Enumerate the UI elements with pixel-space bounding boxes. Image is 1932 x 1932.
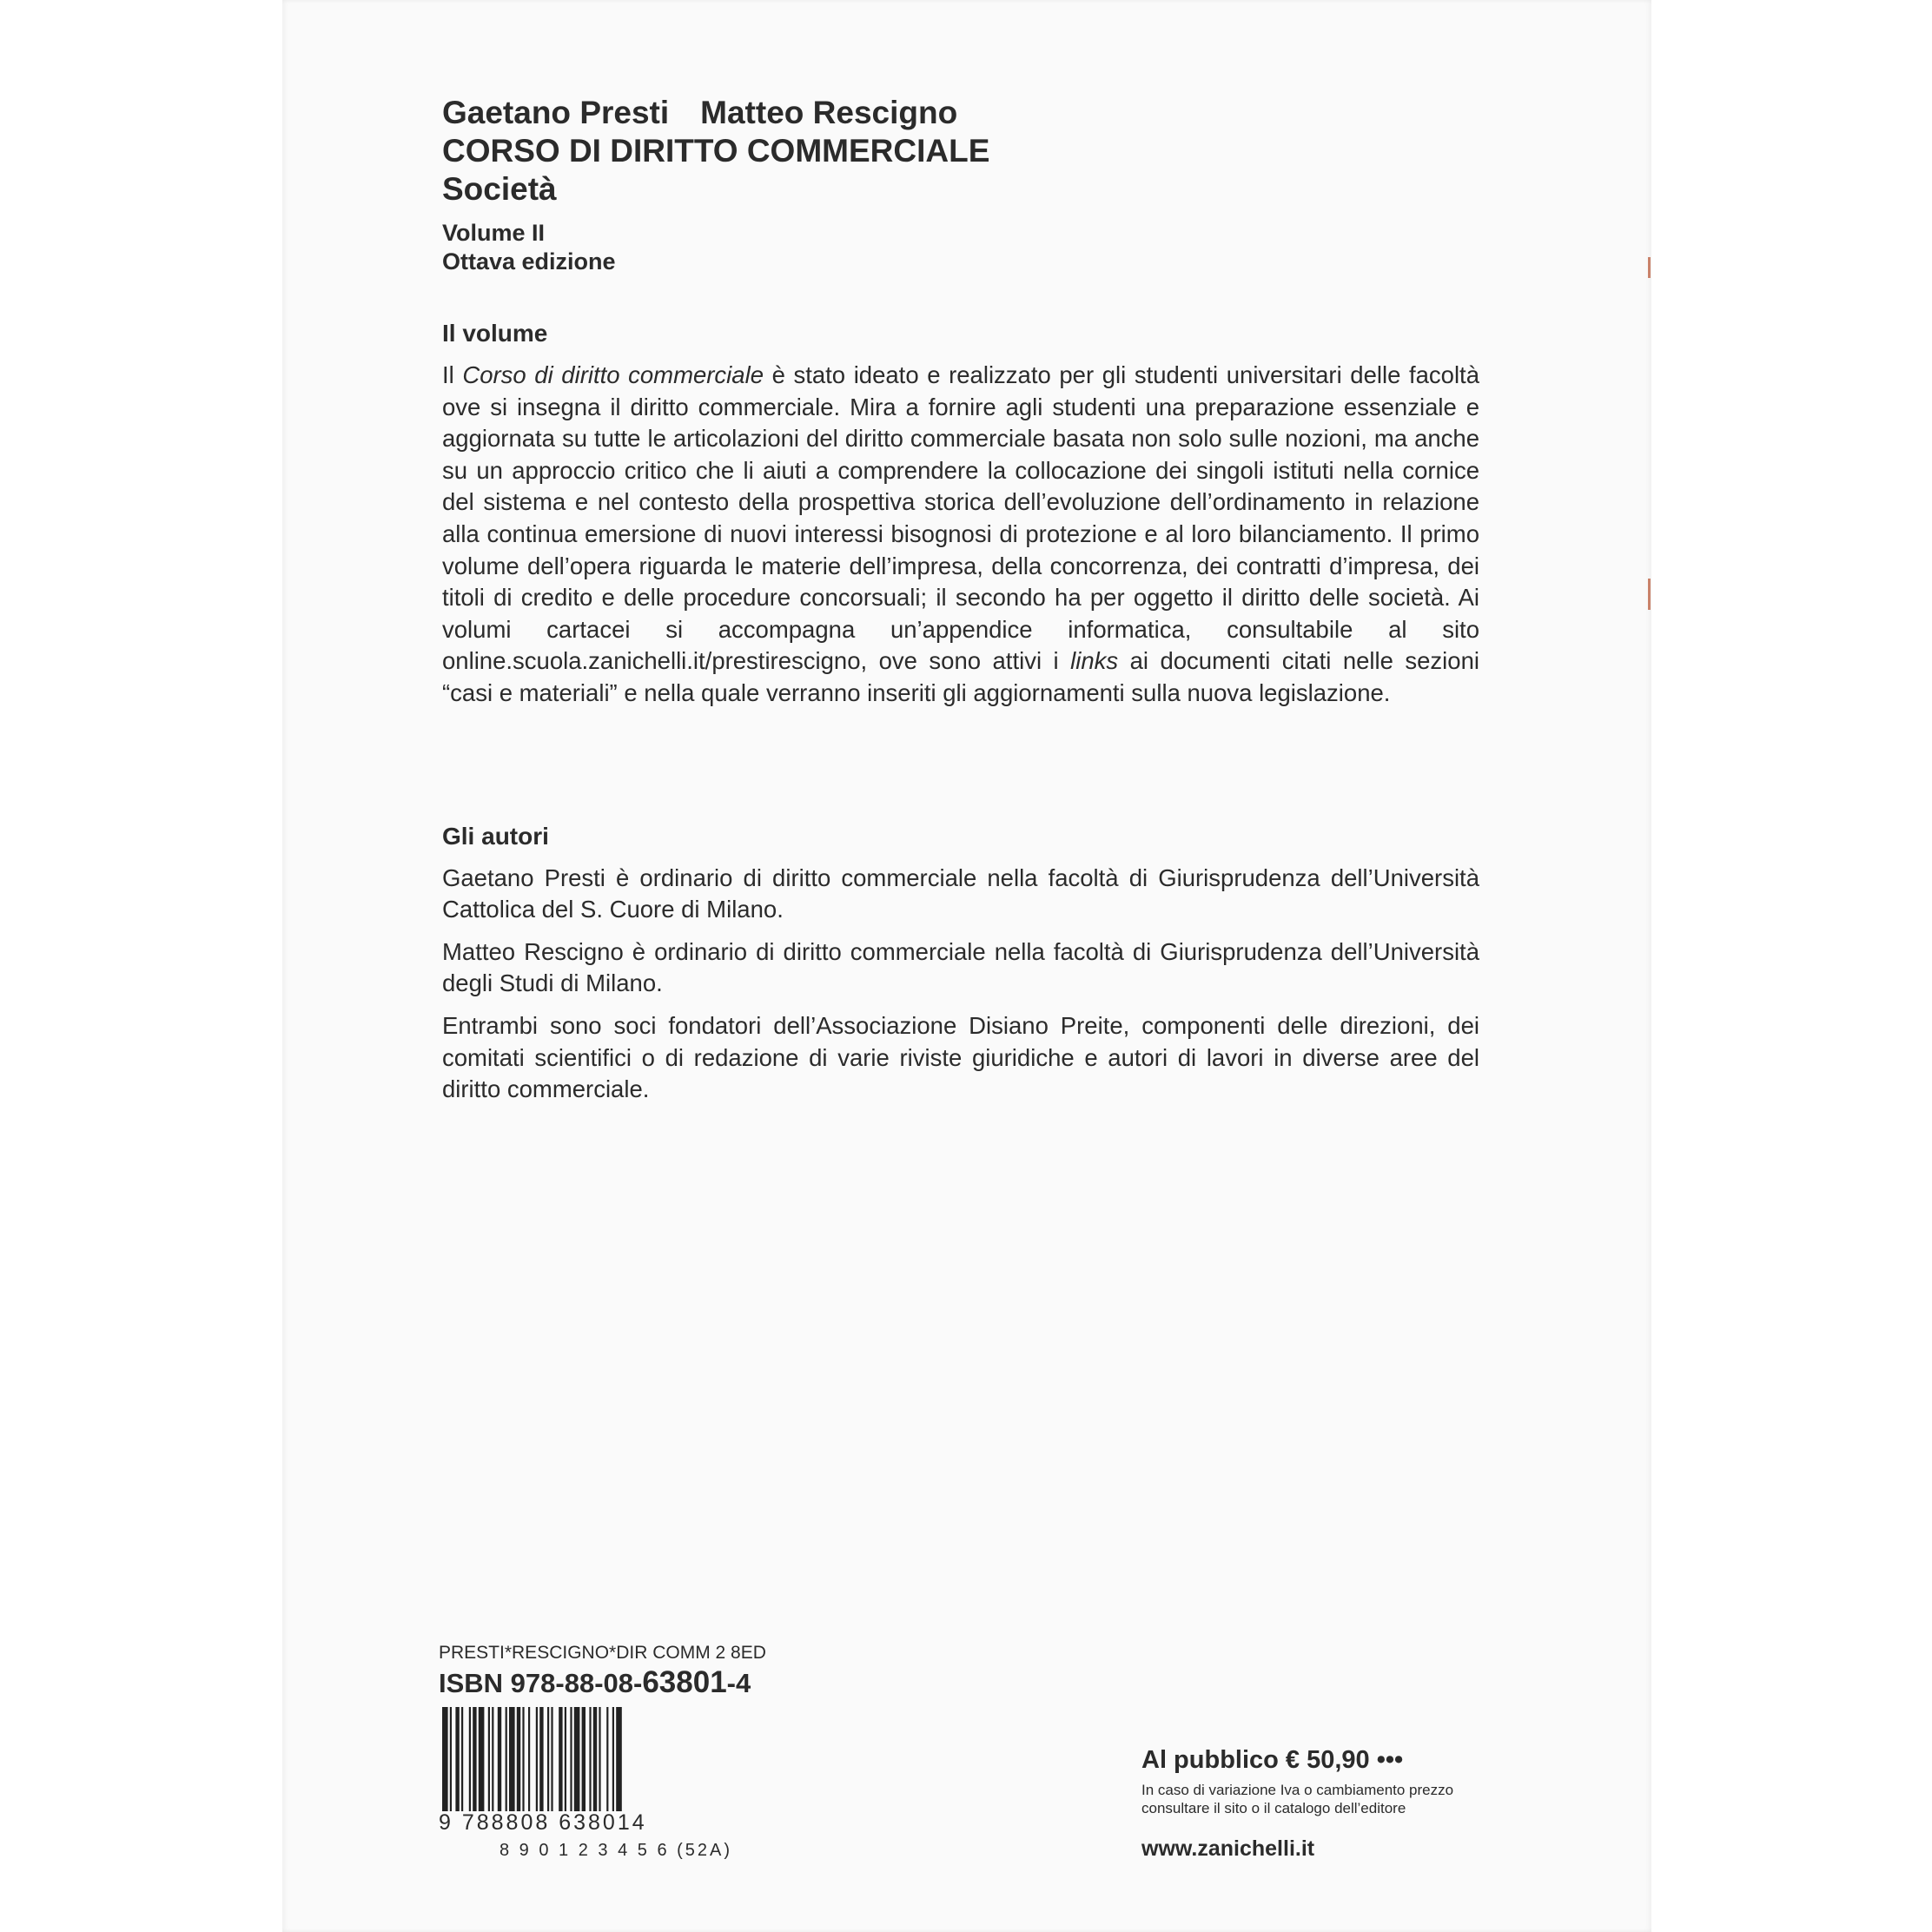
- author-names: [442, 94, 1479, 132]
- barcode-bar: [528, 1707, 530, 1811]
- authors-section-heading: Gli autori: [442, 822, 549, 850]
- barcode-bar: [551, 1707, 552, 1811]
- price-block: [1141, 1744, 1453, 1863]
- barcode-bar: [522, 1707, 524, 1811]
- barcode-bar: [506, 1707, 507, 1811]
- barcode-bar: [488, 1707, 490, 1811]
- volume-section-heading: Il volume: [442, 320, 548, 347]
- author-name: Matteo Rescigno: [700, 95, 958, 130]
- barcode-bar: [517, 1707, 520, 1811]
- barcode-bar: [498, 1707, 501, 1811]
- isbn-number: ISBN 978-88-08-63801-4: [439, 1665, 751, 1699]
- barcode-bar: [565, 1707, 566, 1811]
- volume-description: Il Corso di diritto commerciale è stato ideato e realizzato per gli studenti universitari delle facoltà ove si insegna il diritto commerciale. Mira a fornire agli studenti una preparazione essenziale e aggiornata su tutte le articolazioni del diritto commerciale basata non solo sulle nozioni, ma anche su un approccio critico che li aiuti a comprendere la collocazione dei singoli istituti nella cornice del sistema e nel contesto della prospettiva storica dell’evoluzione dell’ordinamento in relazione alla continua emersione di nuovi interessi bisognosi di protezione e al loro bilanciamento. Il primo volume dell’opera riguarda le materie dell’impresa, della concorrenza, dei contratti d’impresa, dei titoli di credito e delle procedure concorsuali; il secondo ha per oggetto il diritto delle società. Ai volumi cartacei si accompagna un’appendice informatica, consultabile al sito online.scuola.zanichelli.it/prestirescigno, ove sono attivi i links ai documenti citati nelle sezioni “casi e materiali” e nella quale verranno inseriti gli aggiornamenti sulla nuova legislazione.: [442, 361, 1479, 706]
- edition: Ottava edizione: [442, 248, 616, 275]
- barcode-bar: [492, 1707, 493, 1811]
- cover-text: [442, 94, 1479, 1116]
- authors-joint-bio: Entrambi sono soci fondatori dell’Associazione Disiano Preite, componenti delle direzioni, dei comitati scientifici o di redazione di varie riviste giuridiche e autori di lavori in diverse aree del diritto commerciale.: [442, 1011, 1479, 1103]
- barcode-bar: [589, 1707, 591, 1811]
- barcode-bar: [547, 1707, 549, 1811]
- barcode-bar: [574, 1707, 580, 1811]
- barcode-bar: [509, 1707, 515, 1811]
- barcode-bar: [559, 1707, 562, 1811]
- author-name: Gaetano Presti: [442, 95, 670, 130]
- barcode-bar: [479, 1707, 485, 1811]
- book-subtitle: Società: [442, 171, 557, 207]
- price-note: In caso di variazione Iva o cambiamento prezzo: [1141, 1782, 1454, 1798]
- barcode-bar: [469, 1707, 471, 1811]
- barcode-bar: [442, 1707, 448, 1811]
- barcode-bar: [455, 1707, 459, 1811]
- barcode-digits: 9 788808 638014: [439, 1810, 647, 1835]
- product-code: PRESTI*RESCIGNO*DIR COMM 2 8ED: [439, 1643, 766, 1663]
- price-dots: •••: [1376, 1746, 1404, 1774]
- barcode-bar: [612, 1707, 614, 1811]
- author-bio: Matteo Rescigno è ordinario di diritto commerciale nella facoltà di Giurisprudenza dell’Università degli Studi di Milano.: [442, 937, 1479, 997]
- barcode-bar: [461, 1707, 463, 1811]
- barcode-bar: [570, 1707, 572, 1811]
- barcode-bar: [616, 1707, 622, 1811]
- publisher-website: www.zanichelli.it: [1141, 1836, 1315, 1861]
- barcode-bar: [593, 1707, 597, 1811]
- barcode-bar: [539, 1707, 543, 1811]
- barcode-bar: [606, 1707, 608, 1811]
- price-note: consultare il sito o il catalogo dell’editore: [1141, 1800, 1406, 1816]
- barcode-bar: [450, 1707, 452, 1811]
- barcode-bar: [473, 1707, 476, 1811]
- barcode-bar: [582, 1707, 586, 1811]
- barcode-bar: [599, 1707, 600, 1811]
- cover-edge-mark: [1648, 579, 1651, 610]
- isbn-block: [439, 1642, 766, 1862]
- cover-edge-mark: [1648, 257, 1651, 278]
- barcode-bar: [536, 1707, 538, 1811]
- author-bio: Gaetano Presti è ordinario di diritto commerciale nella facoltà di Giurisprudenza dell’Università Cattolica del S. Cuore di Milano.: [442, 863, 1479, 923]
- barcode-secondary-code: 8 9 0 1 2 3 4 5 6 (52A): [500, 1841, 733, 1860]
- price: Al pubblico € 50,90 •••: [1141, 1746, 1404, 1774]
- barcode: [439, 1707, 691, 1811]
- book-title: CORSO DI DIRITTO COMMERCIALE: [442, 133, 990, 169]
- volume-number: Volume II: [442, 220, 546, 246]
